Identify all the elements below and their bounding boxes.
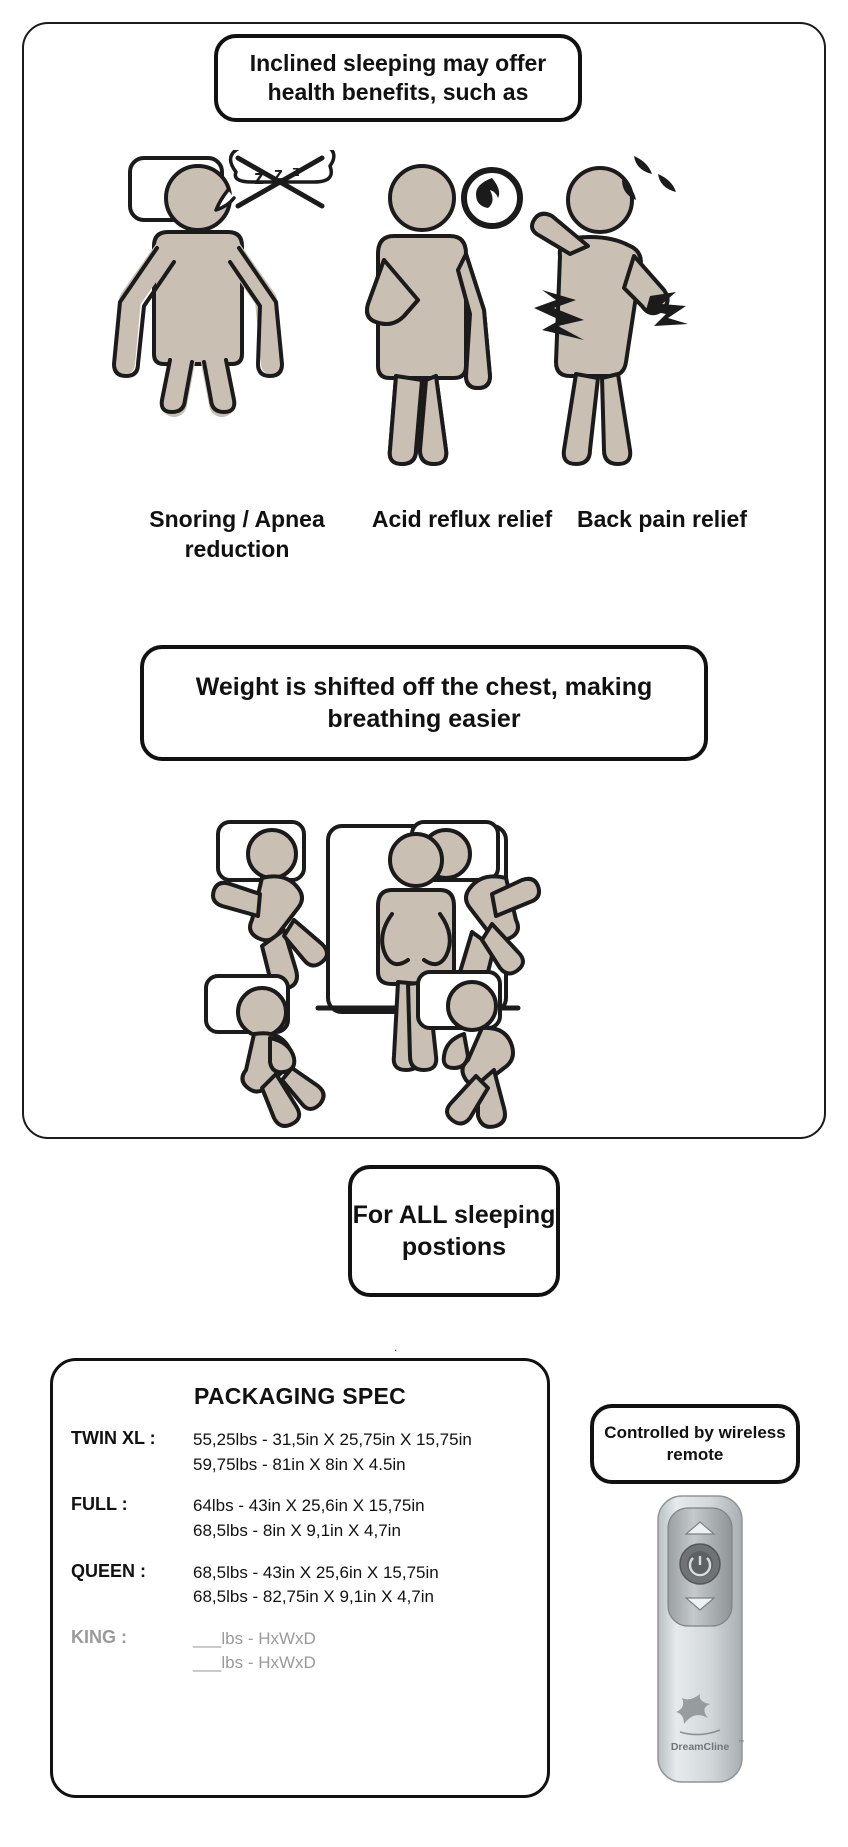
packaging-spec-title: PACKAGING SPEC bbox=[193, 1383, 407, 1409]
spec-value-line: ___lbs - HxWxD bbox=[193, 1653, 316, 1673]
headline-bubble-text: Inclined sleeping may offer health benefits, such as bbox=[249, 49, 547, 105]
spec-size-label: FULL : bbox=[71, 1494, 128, 1515]
remote-bubble bbox=[590, 1404, 800, 1484]
benefit-figures-svg bbox=[22, 150, 826, 510]
spec-value-line: 59,75lbs - 81in X 8in X 4.5in bbox=[193, 1454, 406, 1474]
spec-size-label: KING : bbox=[71, 1626, 127, 1647]
spec-row bbox=[71, 1627, 531, 1676]
packaging-spec-box bbox=[50, 1358, 550, 1798]
benefit-caption-backpain: Back pain relief bbox=[576, 506, 748, 532]
svg-text:z: z bbox=[274, 164, 283, 184]
spec-values bbox=[193, 1627, 316, 1676]
weight-bubble bbox=[140, 645, 708, 761]
spec-values bbox=[193, 1494, 425, 1543]
spec-size-label: QUEEN : bbox=[71, 1560, 147, 1581]
flame-icon bbox=[464, 170, 520, 226]
svg-text:z: z bbox=[254, 167, 264, 189]
packaging-spec-table bbox=[53, 1428, 547, 1676]
remote-trademark-text: ™ bbox=[738, 1740, 744, 1746]
spec-row bbox=[71, 1494, 531, 1543]
positions-bubble bbox=[348, 1165, 560, 1297]
benefit-captions bbox=[22, 505, 826, 595]
remote-bubble-text: Controlled by wireless remote bbox=[604, 1423, 786, 1464]
power-icon bbox=[680, 1544, 720, 1584]
spec-value-line: 68,5lbs - 82,75in X 9,1in X 4,7in bbox=[193, 1587, 434, 1607]
weight-bubble-text: Weight is shifted off the chest, making breathing easier bbox=[195, 673, 653, 733]
wireless-remote[interactable] bbox=[640, 1492, 760, 1792]
remote-brand-text: DreamCline bbox=[670, 1741, 730, 1753]
spec-value-line: 68,5lbs - 8in X 9,1in X 4,7in bbox=[193, 1520, 401, 1540]
four-sleeping-positions-icon bbox=[200, 820, 640, 1150]
sleeping-person-icon bbox=[124, 158, 272, 404]
spec-value-line: 68,5lbs - 43in X 25,6in X 15,75in bbox=[193, 1562, 439, 1582]
benefit-caption-snoring: Snoring / Apnea reduction bbox=[149, 506, 325, 562]
tiny-dot-mark: . bbox=[394, 1340, 398, 1354]
spec-values bbox=[193, 1428, 472, 1477]
spec-values bbox=[193, 1561, 439, 1610]
svg-text:z: z bbox=[292, 163, 300, 180]
spec-row bbox=[71, 1428, 531, 1477]
benefit-figures bbox=[22, 150, 826, 510]
positions-bubble-text: For ALL sleeping postions bbox=[352, 1201, 556, 1261]
spec-value-line: 55,25lbs - 31,5in X 25,75in X 15,75in bbox=[193, 1430, 472, 1449]
spec-value-line: ___lbs - HxWxD bbox=[193, 1628, 316, 1648]
benefit-caption-reflux: Acid reflux relief bbox=[371, 506, 553, 532]
spec-size-label: TWIN XL : bbox=[71, 1428, 156, 1448]
spec-value-line: 64lbs - 43in X 25,6in X 15,75in bbox=[193, 1496, 425, 1516]
headline-bubble bbox=[214, 34, 582, 122]
crossed-out-zzz-icon bbox=[216, 150, 334, 210]
spec-row bbox=[71, 1561, 531, 1610]
